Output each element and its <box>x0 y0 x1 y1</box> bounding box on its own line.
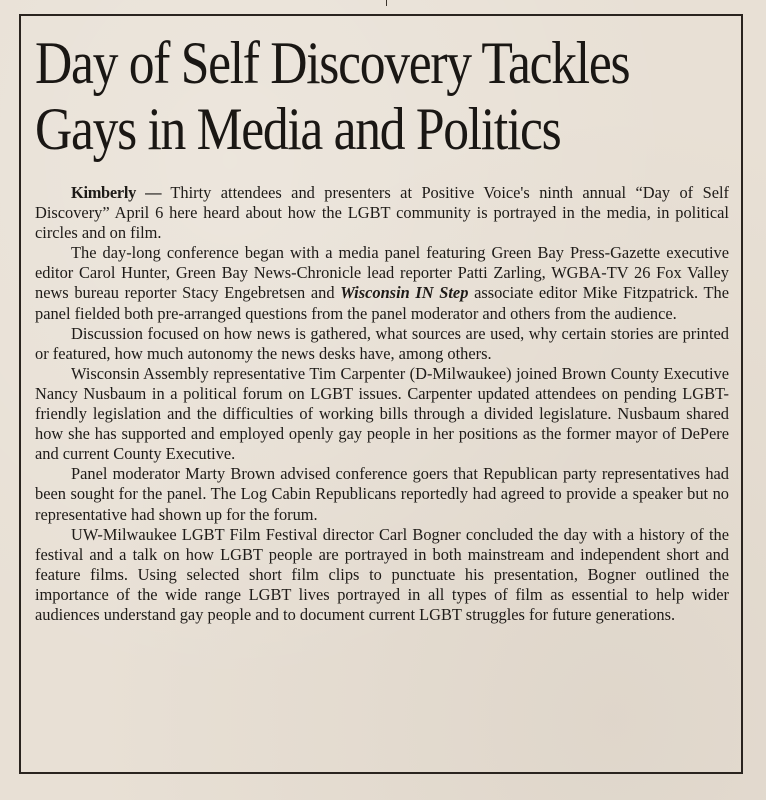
article-frame <box>19 14 743 774</box>
article-body <box>35 183 729 625</box>
publication-name: Wisconsin IN Step <box>340 283 469 303</box>
headline-line-1: Day of Self Discovery Tackles <box>35 30 630 96</box>
paragraph-2-text-b: associate editor Mike Fitzpatrick. The panel fielded both pre-arranged questions from the panel moderator and others from the audience. <box>35 283 729 323</box>
paragraph-5: Panel moderator Marty Brown advised conference goers that Republican party representatives had been sought for the panel. The Log Cabin Republicans reportedly had agreed to provide a speaker but no representative had shown up for the forum. <box>35 464 729 524</box>
article-headline <box>35 30 637 162</box>
paragraph-2-text-a: The day-long conference began with a media panel featuring Green Bay Press-Gazette executive editor Carol Hunter, Green Bay News-Chronicle lead reporter Patti Zarling, WGBA-TV 26 Fox Valley news bureau reporter Stacy Engebretsen and <box>35 243 729 303</box>
dateline: Kimberly — <box>71 183 162 202</box>
paragraph-1 <box>35 183 729 243</box>
paragraph-6: UW-Milwaukee LGBT Film Festival director Carl Bogner concluded the day with a history of the festival and a talk on how LGBT people are portrayed in both mainstream and independent short and feature films. Using selected short film clips to punctuate his presentation, Bogner outlined the importance of the wide range LGBT lives portrayed in all types of film as essential to help wider audiences understand gay people and to document current LGBT struggles for future generations. <box>35 524 729 624</box>
paragraph-2 <box>35 243 729 323</box>
headline-line-2: Gays in Media and Politics <box>35 96 561 162</box>
paragraph-1-text: Thirty attendees and presenters at Positive Voice's ninth annual “Day of Self Discovery” April 6 here heard about how the LGBT community is portrayed in the media, in political circles and on film. <box>35 183 729 243</box>
page-fold-mark <box>386 0 387 6</box>
paragraph-3: Discussion focused on how news is gathered, what sources are used, why certain stories are printed or featured, how much autonomy the news desks have, among others. <box>35 323 729 363</box>
paragraph-4: Wisconsin Assembly representative Tim Carpenter (D-Milwaukee) joined Brown County Executive Nancy Nusbaum in a political forum on LGBT issues. Carpenter updated attendees on pending LGBT-friendly legislation and the difficulties of working bills through a divided legislature. Nusbaum shared how she has supported and employed openly gay people in her positions as the former mayor of DePere and current County Executive. <box>35 363 729 464</box>
